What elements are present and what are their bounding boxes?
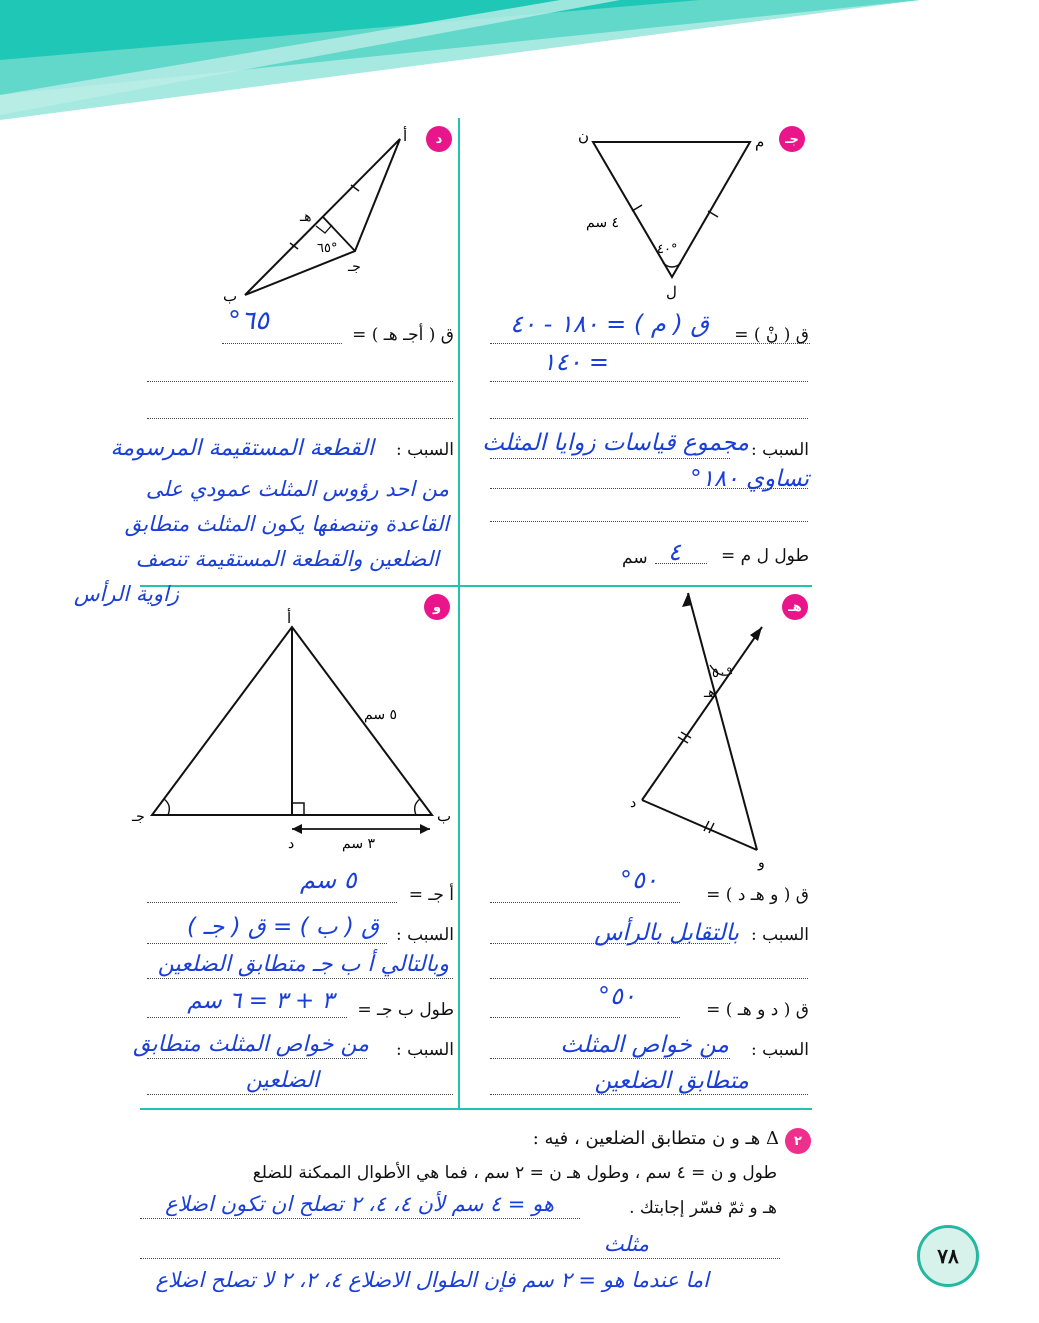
qj-reason-label: السبب : xyxy=(750,440,809,460)
qh-reason2-label: السبب : xyxy=(750,1040,809,1060)
qd-reason-line4: الضلعين والقطعة المستقيمة تنصف xyxy=(135,547,439,571)
qd-reason-line3: القاعدة وتنصفها يكون المثلث متطابق xyxy=(124,512,449,536)
qj-reason-line2: تساوي ١٨٠° xyxy=(690,466,809,492)
qw-line3 xyxy=(147,978,453,979)
fig-d-label-a: أ xyxy=(403,127,408,145)
qh-reason1-label: السبب : xyxy=(750,925,809,945)
fig-j-angle: ٤٠° xyxy=(657,242,678,257)
figure-h-lines xyxy=(610,585,800,875)
qw-reason2-line1: من خواص المثلث متطابق xyxy=(133,1032,369,1057)
qd-reason-line2: من احد رؤوس المثلث عمودي على xyxy=(145,477,449,501)
figure-j-triangle xyxy=(560,125,780,305)
fig-j-label-l: ل xyxy=(666,283,677,301)
qw-bj-answer: ٣ + ٣ = ٦ سم xyxy=(187,988,334,1014)
fig-d-label-h: هـ xyxy=(300,209,312,225)
qj-line2 xyxy=(490,381,808,382)
qj-line3 xyxy=(490,418,808,419)
qw-reason2-line2: الضلعين xyxy=(245,1068,319,1093)
q2-answer-line3: اما عندما هو = ٢ سم فإن الطوال الاضلاع ٤، ٢، ٢ لا تصلح اضلاع xyxy=(155,1268,709,1292)
fig-w-base: ٣ سم xyxy=(342,836,376,852)
q2-line1: Δ هـ و ن متطابق الضلعين ، فيه : xyxy=(532,1128,779,1149)
qj-reason-line1: مجموع قياسات زوايا المثلث xyxy=(482,430,749,456)
fig-d-label-j: جـ xyxy=(348,259,361,275)
fig-h-label-w: و xyxy=(758,855,765,871)
qw-aj-label: أ جـ = xyxy=(408,885,454,905)
q2-number-badge: ٢ xyxy=(785,1128,811,1154)
qj-length-dots xyxy=(655,563,707,564)
fig-w-label-j: جـ xyxy=(132,809,145,825)
qw-line6 xyxy=(147,1094,453,1095)
q2-answer-dots xyxy=(140,1218,580,1219)
top-banner xyxy=(0,0,1039,125)
q2-line2: طول و ن = ٤ سم ، وطول هـ ن = ٢ سم ، فما هي الأطوال الممكنة للضلع xyxy=(252,1163,777,1183)
qd-line3 xyxy=(147,418,453,419)
badge-j: جـ xyxy=(779,126,805,152)
qj-answer-line2: = ١٤٠ xyxy=(542,348,609,376)
qj-length-label: طول ل م = xyxy=(721,546,809,566)
qj-measure-label: ق ( نْ ) = xyxy=(734,325,809,345)
fig-w-label-a: أ xyxy=(287,609,292,627)
page-number: ٧٨ xyxy=(917,1225,979,1287)
qw-reason1-dots xyxy=(147,943,387,944)
qh-line6 xyxy=(490,1094,808,1095)
qw-reason2-label: السبب : xyxy=(395,1040,454,1060)
qw-bj-label: طول ب جـ = xyxy=(357,1000,454,1020)
qw-reason1-line1: ق ( ب ) = ق ( جـ ) xyxy=(187,914,379,940)
q2-answer-line2: مثلث xyxy=(603,1232,649,1256)
qd-line2 xyxy=(147,381,453,382)
q2-line3: هـ و ثمّ فسّر إجابتك . xyxy=(629,1198,777,1218)
qw-reason1-label: السبب : xyxy=(395,925,454,945)
badge-w: و xyxy=(424,594,450,620)
qd-measure-label: ق ( أجـ هـ ) = xyxy=(352,325,454,345)
qh-measure1-label: ق ( و هـ د ) = xyxy=(706,885,809,905)
q2-answer-dots2 xyxy=(140,1258,780,1259)
qh-answer2-dots xyxy=(490,1017,680,1018)
qh-reason2-line1: من خواص المثلث xyxy=(560,1032,729,1058)
figure-w-triangle xyxy=(130,605,460,855)
fig-d-label-b: ب xyxy=(223,287,238,305)
qd-answer: ٦٥° xyxy=(228,306,269,336)
qh-line3 xyxy=(490,978,808,979)
qh-measure2-label: ق ( د و هـ ) = xyxy=(706,1000,809,1020)
fig-w-label-b: ب xyxy=(437,807,452,825)
qd-reason-line1: القطعة المستقيمة المرسومة xyxy=(110,436,374,461)
fig-h-label-h: هـ xyxy=(704,685,716,701)
qh-reason1: بالتقابل بالرأس xyxy=(594,920,739,946)
bottom-divider xyxy=(140,1108,812,1110)
qw-reason2-dots xyxy=(147,1058,367,1059)
qj-length-value: ٤ xyxy=(668,538,681,566)
qw-aj-answer: ٥ سم xyxy=(300,866,357,894)
qd-reason-line5: زاوية الرأس xyxy=(73,582,179,606)
qh-answer2: ٥٠° xyxy=(598,982,636,1010)
q2-answer-line1: هو = ٤ سم لأن ٤، ٤، ٢ تصلح ان تكون اضلاع xyxy=(165,1192,554,1216)
fig-w-label-d: د xyxy=(288,836,295,852)
qw-bj-dots xyxy=(147,1017,347,1018)
fig-j-label-n: ن xyxy=(578,127,590,145)
qj-length-unit: سم xyxy=(622,548,648,568)
qj-reason-dots xyxy=(490,458,730,459)
qw-aj-dots xyxy=(147,902,397,903)
qh-answer1: ٥٠° xyxy=(620,866,658,894)
qh-reason2-dots xyxy=(490,1058,730,1059)
badge-d: د xyxy=(426,126,452,152)
fig-h-label-d: د xyxy=(630,795,637,811)
fig-j-side: ٤ سم xyxy=(586,215,620,231)
qd-reason-label: السبب : xyxy=(395,440,454,460)
fig-j-label-m: م xyxy=(755,133,765,151)
qj-reason-dots3 xyxy=(490,521,808,522)
qw-reason1-line2: وبالتالي أ ب جـ متطابق الضلعين xyxy=(157,952,449,977)
figure-d-triangle xyxy=(215,125,425,310)
fig-w-side: ٥ سم xyxy=(364,707,398,723)
qj-answer-line1: ق ( م ) = ١٨٠ - ٤٠ xyxy=(510,310,709,338)
badge-h: هـ xyxy=(782,594,808,620)
qd-answer-dots xyxy=(222,343,342,344)
qj-reason-dots2 xyxy=(490,488,808,489)
qh-answer1-dots xyxy=(490,902,680,903)
fig-h-angle: ٥٠° xyxy=(712,666,733,681)
qh-reason2-line2: متطابق الضلعين xyxy=(594,1068,749,1094)
fig-d-angle: ٦٥° xyxy=(317,241,338,256)
qj-answer-line xyxy=(490,343,810,344)
